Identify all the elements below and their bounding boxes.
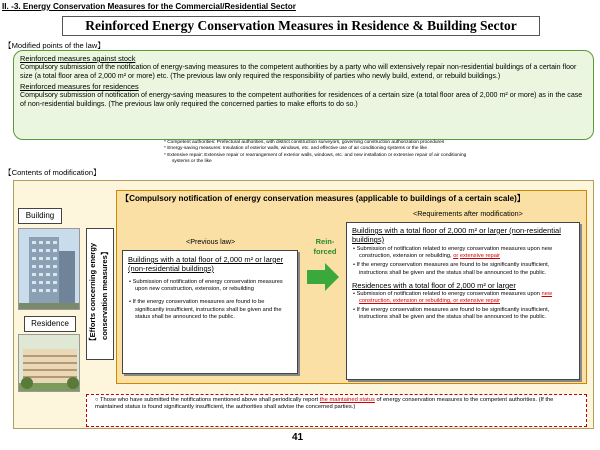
previous-law-card — [122, 250, 298, 374]
contents-label: 【Contents of modification】 — [4, 168, 101, 177]
after-bullet-4: • If the energy conservation measures are found to be significantly insufficient, instructions shall be given and the status shall be announced to the public. — [353, 307, 550, 321]
after-modification-card — [346, 222, 580, 380]
note-3: * Extensive repair: Extensive repair or rearrangement of exterior walls, windows, etc. and new installation or extensive repair of air conditioning — [164, 152, 467, 158]
note-1: * Competent authorities: Prefectural authorities, with district construction surveyors, governing construction authorization procedures — [164, 140, 445, 145]
requirements-label: <Requirements after modification> — [413, 209, 523, 218]
reinforced-label: Rein- forced — [313, 237, 337, 256]
after-bullet-1: • Submission of notification related to energy conservation measures upon new construction, extension or rebuilding, or extensive repair — [353, 246, 552, 260]
footnotes — [164, 140, 584, 166]
after-bullet-2: • If the energy conservation measures are found to be significantly insufficient, instructions shall be given and the status shall be announced to the public. — [353, 262, 550, 276]
after-heading-buildings: Buildings with a total floor of 2,000 m² or larger (non-residential buildings) — [352, 226, 561, 244]
previous-bullet-1: • Submission of notification of energy conservation measures upon new construction, extension, or rebuilding — [129, 279, 283, 293]
previous-law-label: <Previous law> — [186, 237, 236, 246]
compulsory-title: 【Compulsory notification of energy conservation measures (applicable to buildings of a certain scale)】 — [121, 194, 525, 203]
efforts-label: 【Efforts concerning energy conservation measures】 — [86, 228, 114, 360]
building-photo-icon — [18, 228, 80, 310]
periodic-report-note: ○ Those who have submitted the notifications mentioned above shall periodically report the maintained status of energy conservation measures to the competent authorities. (If the maintained status is found significantly insufficient, the authorities shall advise the concerned parties.) — [86, 394, 587, 427]
stock-text: Compulsory submission of the notification of energy-saving measures to the competent authorities by a party who will extensively repair non-residential buildings of a certain floor size (a total floor area of 2,000 m² or more) etc. (The previous law only required the responsibility of parties who newly build, extend, or rebuild buildings.) — [20, 63, 577, 80]
modified-points-box — [13, 50, 594, 140]
stock-heading: Reinforced measures against stock — [20, 54, 136, 63]
previous-card-heading: Buildings with a total floor of 2,000 m² or larger (non-residential buildings) — [128, 255, 284, 273]
residence-text: Compulsory submission of notification of energy-saving measures to the competent authorities for residences of a certain size (a total floor area of 2,000 m² or more) as in the case of non-residential buildings. (The previous law only required the concerned parties to make efforts to do so.) — [20, 91, 583, 108]
note-2: * Energy-saving measures: Insulation of exterior walls, windows, etc. and effective use of air conditioning systems or the like — [164, 146, 428, 152]
modified-points-label: 【Modified points of the law】 — [4, 41, 105, 50]
residence-photo-icon — [18, 334, 80, 392]
note-4: systems or the like — [172, 159, 212, 165]
residence-tag: Residence — [24, 316, 76, 332]
building-tag: Building — [18, 208, 62, 224]
after-heading-residences: Residences with a total floor of 2,000 m² or larger — [352, 280, 516, 290]
page-title: Reinforced Energy Conservation Measures in Residence & Building Sector — [62, 16, 540, 36]
page-number: 41 — [292, 432, 304, 443]
residence-heading: Reinforced measures for residences — [20, 82, 139, 91]
previous-bullet-2: • If the energy conservation measures are found to be significantly insufficient, instructions shall be given and the status shall be announced to the public. — [129, 299, 282, 320]
maintained-status-text: the maintained status — [319, 397, 375, 403]
reinforced-arrow-icon — [305, 262, 341, 292]
section-header: II. -3. Energy Conservation Measures for the Commercial/Residential Sector — [2, 2, 296, 11]
after-bullet-3: • Submission of notification related to energy conservation measures upon new construction, extension or rebuilding, or extensive repair — [353, 290, 552, 305]
